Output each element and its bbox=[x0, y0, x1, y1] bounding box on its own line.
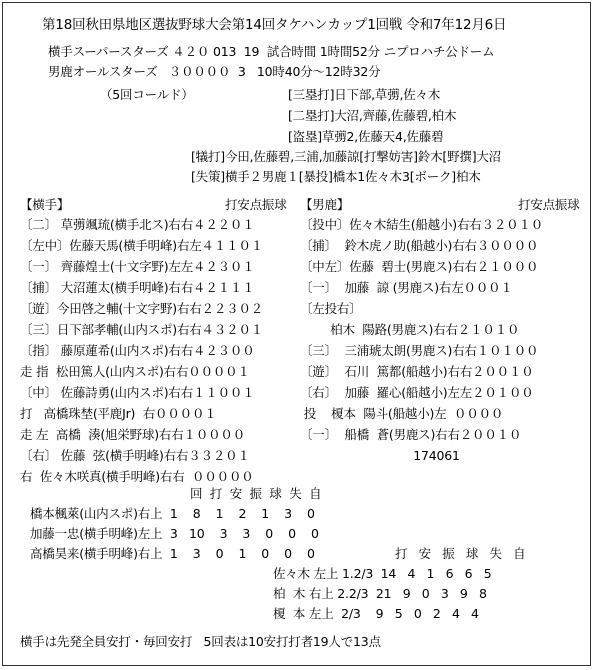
batter-row: 〔右〕 加藤 羅心(船越小)左左２０１００ bbox=[300, 385, 534, 400]
batter-row: 打 高橋珠埜(平鹿Jr) 右００００１ bbox=[20, 406, 217, 421]
oga-stat-header: 打安点振球 bbox=[518, 197, 580, 212]
note-steals: [盗塁]草彅2,佐藤天4,佐藤碧 bbox=[288, 129, 444, 144]
batter-row: 〔遊〕今田啓之輔(十文字野)右右２２３０２ bbox=[20, 301, 264, 316]
batter-row: 投 榎本 陽斗(船越小)左 ００００ bbox=[300, 406, 504, 421]
pitcher-row: 佐々木 左上 1.2/3 14 4 1 6 6 5 bbox=[273, 566, 492, 581]
pitcher-row: 加藤一忠(横手明峰)左上 3 10 3 3 0 0 0 bbox=[30, 526, 319, 541]
note-triples: [三塁打]日下部,草彅,佐々木 bbox=[288, 87, 441, 102]
batter-row: 〔中左〕佐藤 碧士(男鹿ス)右右２１０００ bbox=[300, 259, 539, 274]
pitcher-row: 柏 木 右上 2.2/3 21 9 0 3 9 8 bbox=[273, 586, 487, 601]
batter-row: 〔左投右〕 bbox=[300, 301, 362, 316]
oga-team-label: 【男鹿】 bbox=[300, 197, 350, 212]
batter-row: 〔一〕 船橋 蒼(男鹿ス)右右２００１０ bbox=[300, 427, 522, 442]
pitcher-row: 高橋昊来(横手明峰)右上 1 3 0 1 0 0 0 bbox=[30, 546, 315, 561]
batter-row: 〔二〕 草彅颯琉(横手北ス)右右４２２０１ bbox=[20, 217, 255, 232]
pitcher-row: 橋本楓萊(山内スポ)右上 1 8 1 2 1 3 0 bbox=[30, 506, 315, 521]
batter-row: 〔一〕 齊藤煌士(十文字野)左左４２３０１ bbox=[20, 259, 255, 274]
note-errors: [失策]横手２男鹿１[暴投]橋本1佐々木3[ボーク]柏木 bbox=[191, 169, 481, 184]
batter-row: 〔遊〕 石川 篤都(船越小)右右２００１０ bbox=[300, 364, 534, 379]
pitcher-row: 榎 本 左上 2/3 9 5 0 2 4 4 bbox=[273, 606, 479, 621]
batter-row: 走 指 松田篤人(山内スポ)右右００００１ bbox=[20, 364, 250, 379]
linescore-oga: 男鹿オールスターズ ３００００ 3 10時40分～12時32分 bbox=[48, 64, 381, 79]
pitching-header-left: 回 打 安 振 球 失 自 bbox=[190, 486, 322, 501]
batter-row: 走 左 高橋 湊(旭栄野球)右右１００００ bbox=[20, 427, 246, 442]
batter-row: 〔三〕日下部孝輔(山内スポ)右右４３２０１ bbox=[20, 322, 264, 337]
batter-row: 〔捕〕 鈴木虎ノ助(船越小)右右３００００ bbox=[300, 238, 539, 253]
linescore-yokote: 横手スーパースターズ ４２０ 013 19 試合時間 1時間52分 ニプロハチ公ドーム bbox=[48, 44, 495, 59]
note-sacrifice: [犠打]今田,佐藤碧,三浦,加藤諒[打撃妨害]鈴木[野撰]大沼 bbox=[191, 149, 501, 164]
batter-row: 〔三〕 三浦琥太朗(男鹿ス)右右１０１００ bbox=[300, 343, 539, 358]
yokote-team-label: 【横手】 bbox=[20, 197, 70, 212]
team-totals: 174061 bbox=[300, 448, 460, 463]
batter-row: 〔指〕 藤原蓮希(山内スポ)右右４２３００ bbox=[20, 343, 255, 358]
footer-note: 横手は先発全員安打・毎回安打 5回表は10安打打者19人で13点 bbox=[20, 634, 381, 649]
batter-row: 〔投中〕佐々木結生(船越小)右右３２０１０ bbox=[300, 217, 544, 232]
batter-row: 〔右〕 佐藤 弦(横手明峰)右右３３２０１ bbox=[20, 448, 250, 463]
batter-row: 〔一〕 加藤 諒 (男鹿ス)右左０００１ bbox=[300, 280, 513, 295]
yokote-stat-header: 打安点振球 bbox=[225, 197, 287, 212]
batter-row: 柏木 陽路(男鹿ス)右右２１０１０ bbox=[300, 322, 520, 337]
batter-row: 〔左中〕佐藤天馬(横手明峰)右左４１１０１ bbox=[20, 238, 264, 253]
batter-row: 〔中〕 佐藤詩勇(山内スポ)右右１１００１ bbox=[20, 385, 255, 400]
note-doubles: [二塁打]大沼,齊藤,佐藤碧,柏木 bbox=[288, 108, 457, 123]
batter-row: 右 佐々木咲真(横手明峰)右右 ０００００ bbox=[20, 469, 254, 484]
page-title: 第18回秋田県地区選抜野球大会第14回タケハンカップ1回戦 令和7年12月6日 bbox=[42, 17, 507, 33]
pitching-header-right: 打 安 振 球 失 自 bbox=[395, 546, 526, 561]
called-game-note: （5回コールド） bbox=[100, 87, 194, 102]
batter-row: 〔捕〕 大沼蓮太(横手明峰)右右４２１１１ bbox=[20, 280, 255, 295]
